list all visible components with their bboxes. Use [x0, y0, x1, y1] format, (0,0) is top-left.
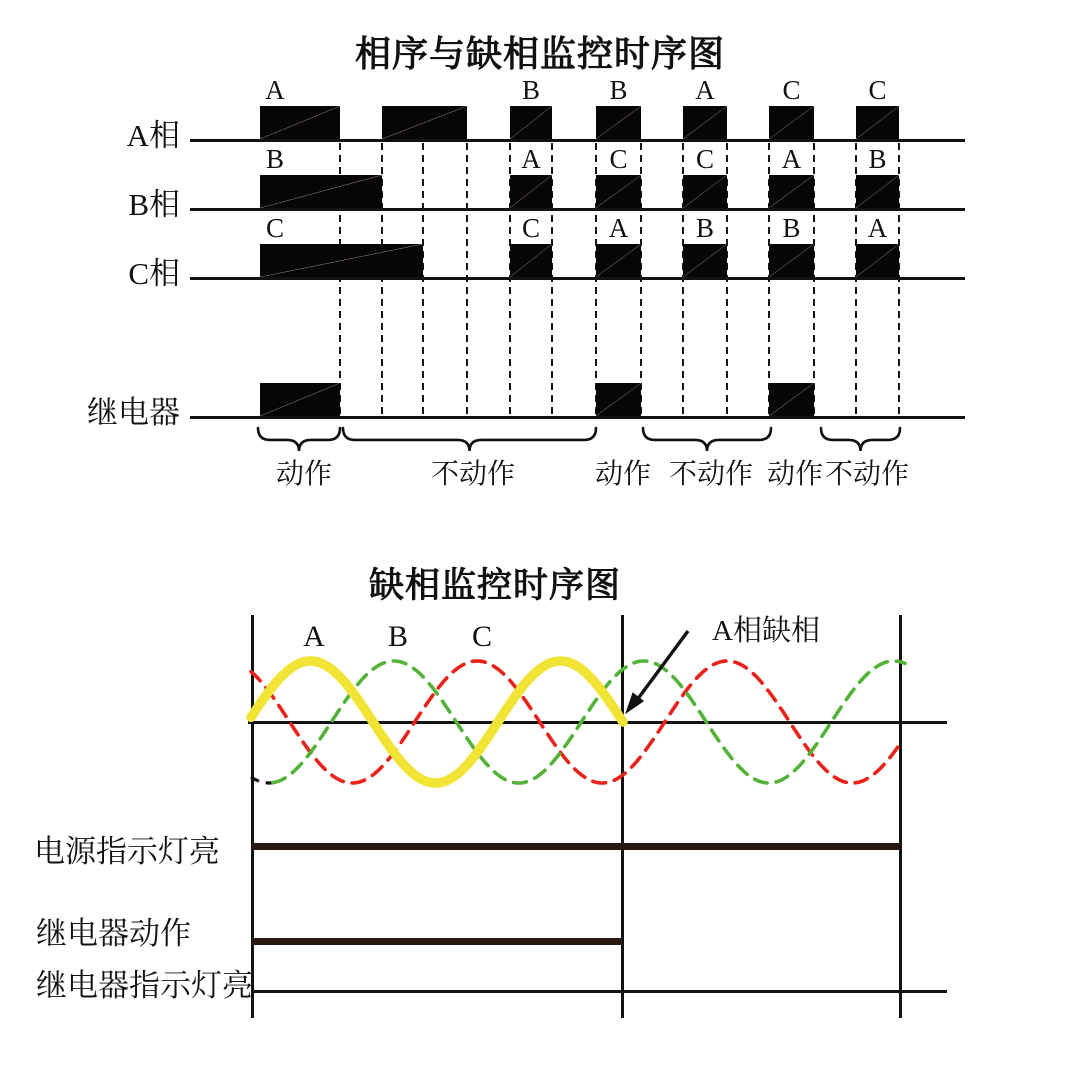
bottom-vline-2: [621, 615, 624, 1018]
pulse-继电器: [260, 383, 340, 416]
bottom-baseline: [252, 990, 947, 993]
pulse-letter: C: [265, 213, 284, 243]
pulse-letter: A: [867, 213, 888, 243]
pulse-继电器: [769, 383, 814, 416]
phase-label-C: C: [471, 620, 493, 653]
pulse-B相-B: [856, 175, 899, 208]
pulse-letter: B: [609, 75, 628, 105]
baseline-B相: [190, 208, 965, 211]
bottom-vline-1: [251, 615, 254, 1018]
pulse-letter: B: [265, 144, 284, 174]
pulse-letter: A: [521, 144, 541, 174]
baseline-继电器: [190, 416, 965, 419]
pulse-C相-A: [856, 244, 899, 277]
pulse-B相-C: [683, 175, 727, 208]
pulse-A相-C: [856, 106, 899, 139]
signal-bar: [252, 843, 900, 850]
annotation-arrowhead-icon: [626, 693, 643, 713]
pulse-B相-A: [769, 175, 814, 208]
pulse-letter: A: [608, 213, 629, 243]
row-label-继电器: 继电器: [87, 395, 180, 430]
row-label-B相: B相: [128, 187, 180, 222]
phase-label-A: A: [303, 620, 325, 653]
pulse-letter: C: [609, 144, 628, 174]
bottom-diagram-title: 缺相监控时序图: [368, 566, 621, 605]
baseline-C相: [190, 277, 965, 280]
pulse-letter: B: [521, 75, 540, 105]
zone-label-动作: 动作: [275, 459, 333, 490]
pulse-letter: A: [695, 75, 715, 105]
sine-axis: [248, 721, 947, 724]
pulse-C相-C: [510, 244, 552, 277]
pulse-letter: C: [868, 75, 887, 105]
baseline-A相: [190, 139, 965, 142]
signal-label: 电源指示灯亮: [34, 834, 220, 869]
zone-label-动作: 动作: [594, 459, 652, 490]
pulse-B相-C: [596, 175, 641, 208]
signal-label: 继电器动作: [36, 916, 191, 951]
pulse-继电器: [596, 383, 641, 416]
pulse-A相: [382, 106, 467, 139]
phase-loss-annotation: A相缺相: [712, 615, 820, 647]
pulse-C相-B: [769, 244, 814, 277]
bottom-vline-3: [899, 615, 902, 1018]
wave-intro-black: [251, 777, 273, 783]
zone-label-不动作: 不动作: [824, 459, 910, 490]
pulse-A相-B: [596, 106, 641, 139]
signal-label: 继电器指示灯亮: [36, 968, 253, 1003]
zone-label-不动作: 不动作: [430, 459, 516, 490]
top-diagram-title: 相序与缺相监控时序图: [354, 34, 725, 74]
pulse-B相-B: [260, 175, 382, 208]
pulse-letter: B: [782, 213, 801, 243]
brace: [821, 428, 900, 451]
zone-label-动作: 动作: [766, 459, 824, 490]
grid-dashed-line: [422, 143, 424, 417]
pulse-B相-A: [510, 175, 552, 208]
pulse-letter: C: [521, 213, 540, 243]
pulse-A相-A: [260, 106, 340, 139]
pulse-letter: A: [265, 75, 285, 105]
pulse-C相-B: [683, 244, 727, 277]
pulse-C相-C: [260, 244, 423, 277]
pulse-letter: B: [868, 144, 887, 174]
annotation-arrow-shaft: [637, 631, 688, 700]
pulse-letter: B: [695, 213, 714, 243]
pulse-A相-B: [510, 106, 552, 139]
row-label-A相: A相: [126, 118, 180, 153]
pulse-letter: A: [781, 144, 802, 174]
pulse-A相-A: [683, 106, 727, 139]
brace: [643, 428, 771, 451]
pulse-letter: C: [782, 75, 801, 105]
pulse-C相-A: [596, 244, 641, 277]
brace: [343, 428, 596, 451]
brace: [258, 428, 340, 451]
pulse-A相-C: [769, 106, 814, 139]
pulse-letter: C: [695, 144, 714, 174]
signal-bar: [252, 938, 622, 945]
zone-label-不动作: 不动作: [668, 459, 754, 490]
grid-dashed-line: [466, 143, 468, 417]
row-label-C相: C相: [128, 256, 180, 291]
phase-label-B: B: [387, 620, 409, 653]
